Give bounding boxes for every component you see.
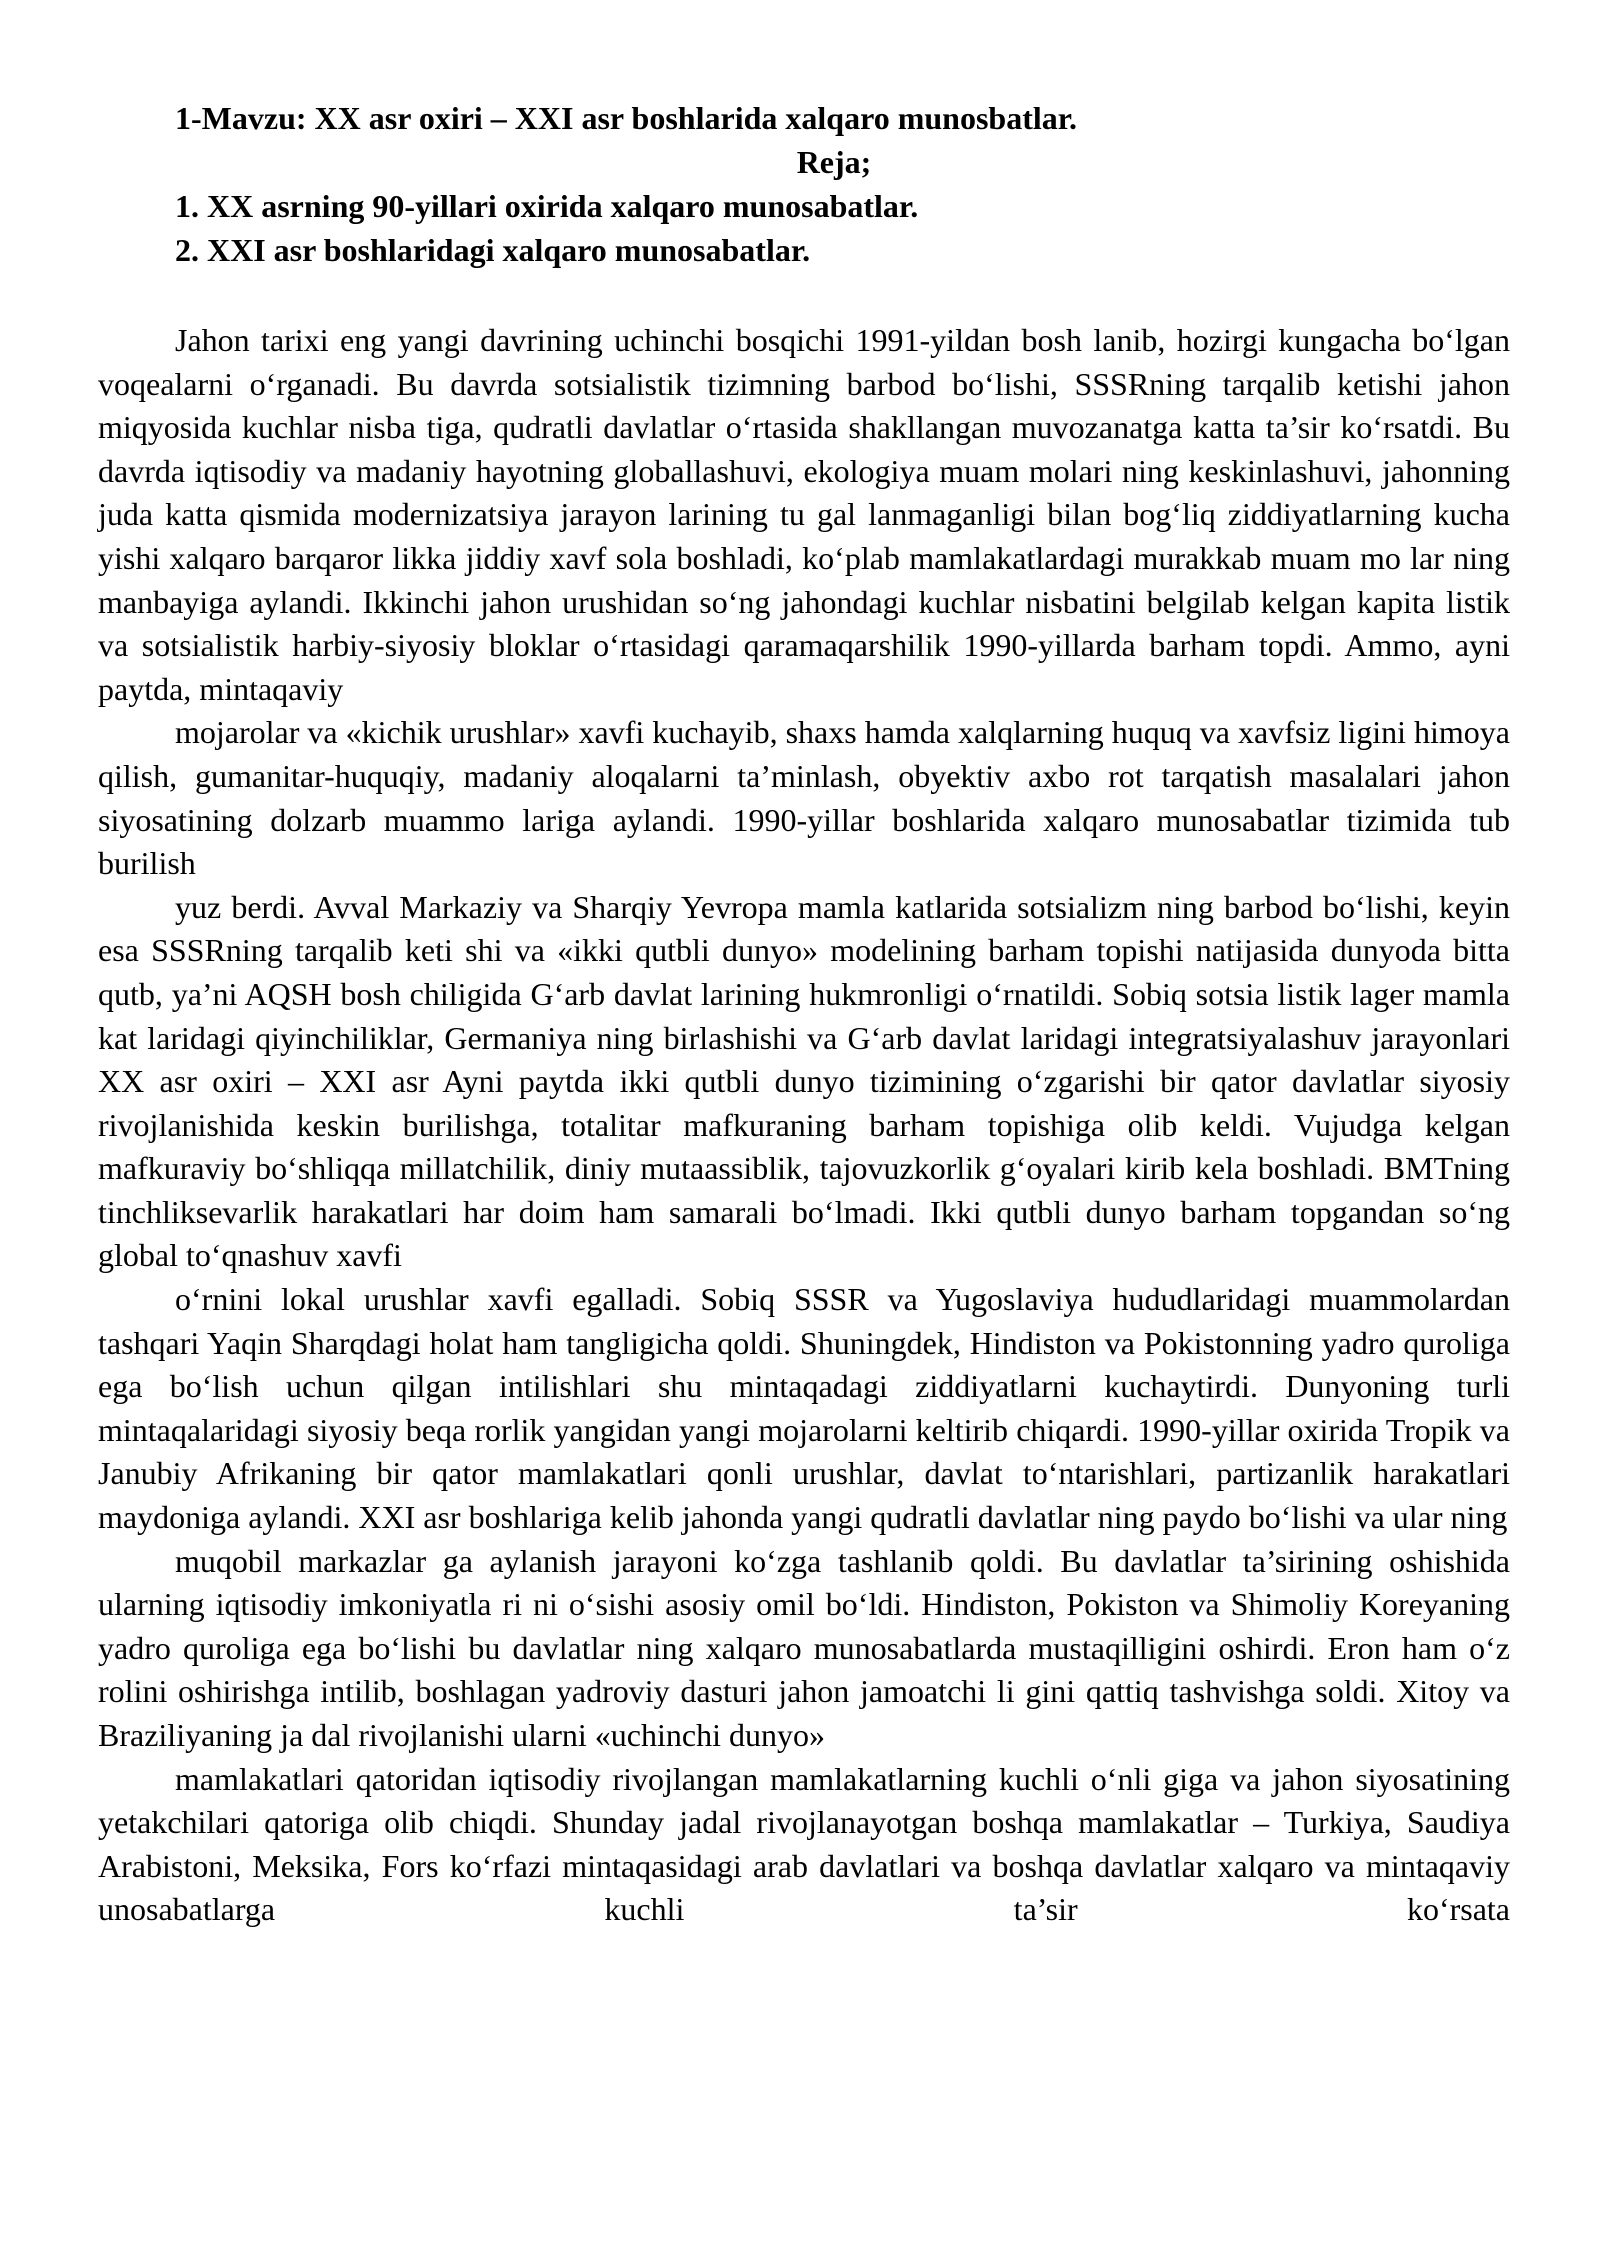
paragraph-6: mamlakatlari qatoridan iqtisodiy rivojlangan mamlakatlarning kuchli o‘nli giga va jahon siyosatining yetakchilari qatoriga olib chiqdi. Shunday jadal rivojlanayotgan boshqa mamlakatlar – Turkiya, Saudiya Arabistoni, Meksika, Fors ko‘rfazi mintaqasidagi arab davlatlari va boshqa davlatlar xalqaro va mintaqaviy unosabatlarga kuchli ta’sir ko‘rsata xyxy=(98,1760,1510,1928)
paragraph-2: mojarolar va «kichik urushlar» xavfi kuchayib, shaxs hamda xalqlarning huquq va xavfsiz ligini himoya qilish, gumanitar-huquqiy, madaniy aloqalarni ta’minlash, obyektiv axbo rot tarqatish masalalari jahon siyosatining dolzarb muammo lariga aylandi. 1990-yillar boshlarida xalqaro munosabatlar tizimida tub burilish xyxy=(98,714,1510,882)
plan-label: Reja; xyxy=(796,144,872,180)
paragraph-4: o‘rnini lokal urushlar xavfi egalladi. Sobiq SSSR va Yugoslaviya hududlaridagi muammolardan tashqari Yaqin Sharqdagi holat ham tangligicha qoldi. Shuningdek, Hindiston va Pokistonning yadro quroliga ega bo‘lish uchun qilgan intilishlari shu mintaqadagi ziddiyatlarni kuchaytirdi. Dunyoning turli mintaqalaridagi siyosiy beqa rorlik yangidan yangi mojarolarni keltirib chiqardi. 1990-yillar oxirida Tropik va Janubiy Afrikaning bir qator mamlakatlari qonli urushlar, davlat to‘ntarishlari, partizanlik harakatlari maydoniga aylandi. XXI asr boshlariga kelib jahonda yangi qudratli davlatlar ning paydo bo‘lishi va ular ning xyxy=(98,1281,1510,1536)
document-body xyxy=(98,319,1510,1932)
paragraph-5: muqobil markazlar ga aylanish jarayoni ko‘zga tashlanib qoldi. Bu davlatlar ta’sirining oshishida ularning iqtisodiy imkoniyatla ri ni o‘sishi asosiy omil bo‘ldi. Hindiston, Pokiston va Shimoliy Koreyaning yadro quroliga ega bo‘lishi bu davlatlar ning xalqaro munosabatlarda mustaqilligini oshirdi. Eron ham o‘z rolini oshirishga intilib, boshlagan yadroviy dasturi jahon jamoatchi li gini qattiq tashvishga soldi. Xitoy va Braziliyaning ja dal rivojlanishi ularni «uchinchi dunyo» xyxy=(98,1542,1510,1753)
document-page xyxy=(98,96,1510,1932)
document-title: 1-Mavzu: XX asr oxiri – XXI asr boshlarida xalqaro munosbatlar. xyxy=(175,100,1077,136)
paragraph-3: yuz berdi. Avval Markaziy va Sharqiy Yevropa mamla katlarida sotsializm ning barbod bo‘lishi, keyin esa SSSRning tarqalib keti shi va «ikki qutbli dunyo» modelining barham topishi natijasida dunyoda bitta qutb, ya’ni AQSH bosh chiligida G‘arb davlat larining hukmronligi o‘rnatildi. Sobiq sotsia listik lager mamla kat laridagi qiyinchiliklar, Germaniya ning birlashishi va G‘arb davlat laridagi integratsiyalashuv jarayonlari XX asr oxiri – XXI asr Ayni paytda ikki qutbli dunyo tizimining o‘zgarishi bir qator davlatlar siyosiy rivojlanishida keskin burilishga, totalitar mafkuraning barham topishiga olib keldi. Vujudga kelgan mafkuraviy bo‘shliqqa millatchilik, diniy mutaassiblik, tajovuzkorlik g‘oyalari kirib kela boshladi. BMTning tinchliksevarlik harakatlari har doim ham samarali bo‘lmadi. Ikki qutbli dunyo barham topgandan so‘ng global to‘qnashuv xavfi xyxy=(98,888,1510,1274)
document-header xyxy=(98,96,1510,272)
plan-item-2: 2. XXI asr boshlaridagi xalqaro munosabatlar. xyxy=(175,232,811,268)
paragraph-1: Jahon tarixi eng yangi davrining uchinchi bosqichi 1991-yildan bosh lanib, hozirgi kungacha bo‘lgan voqealarni o‘rganadi. Bu davrda sotsialistik tizimning barbod bo‘lishi, SSSRning tarqalib ketishi jahon miqyosida kuchlar nisba tiga, qudratli davlatlar o‘rtasida shakllangan muvozanatga katta ta’sir ko‘rsatdi. Bu davrda iqtisodiy va madaniy hayotning globallashuvi, ekologiya muam molari ning keskinlashuvi, jahonning juda katta qismida modernizatsiya jarayon larining tu gal lanmaganligi bilan bog‘liq ziddiyatlarning kucha yishi xalqaro barqaror likka jiddiy xavf sola boshladi, ko‘plab mamlakatlardagi murakkab muam mo lar ning manbayiga aylandi. Ikkinchi jahon urushidan so‘ng jahondagi kuchlar nisbatini belgilab kelgan kapita listik va sotsialistik harbiy-siyosiy bloklar o‘rtasidagi qaramaqarshilik 1990-yillarda barham topdi. Ammo, ayni paytda, mintaqaviy xyxy=(98,322,1510,707)
plan-item-1: 1. XX asrning 90-yillari oxirida xalqaro munosabatlar. xyxy=(175,188,919,224)
